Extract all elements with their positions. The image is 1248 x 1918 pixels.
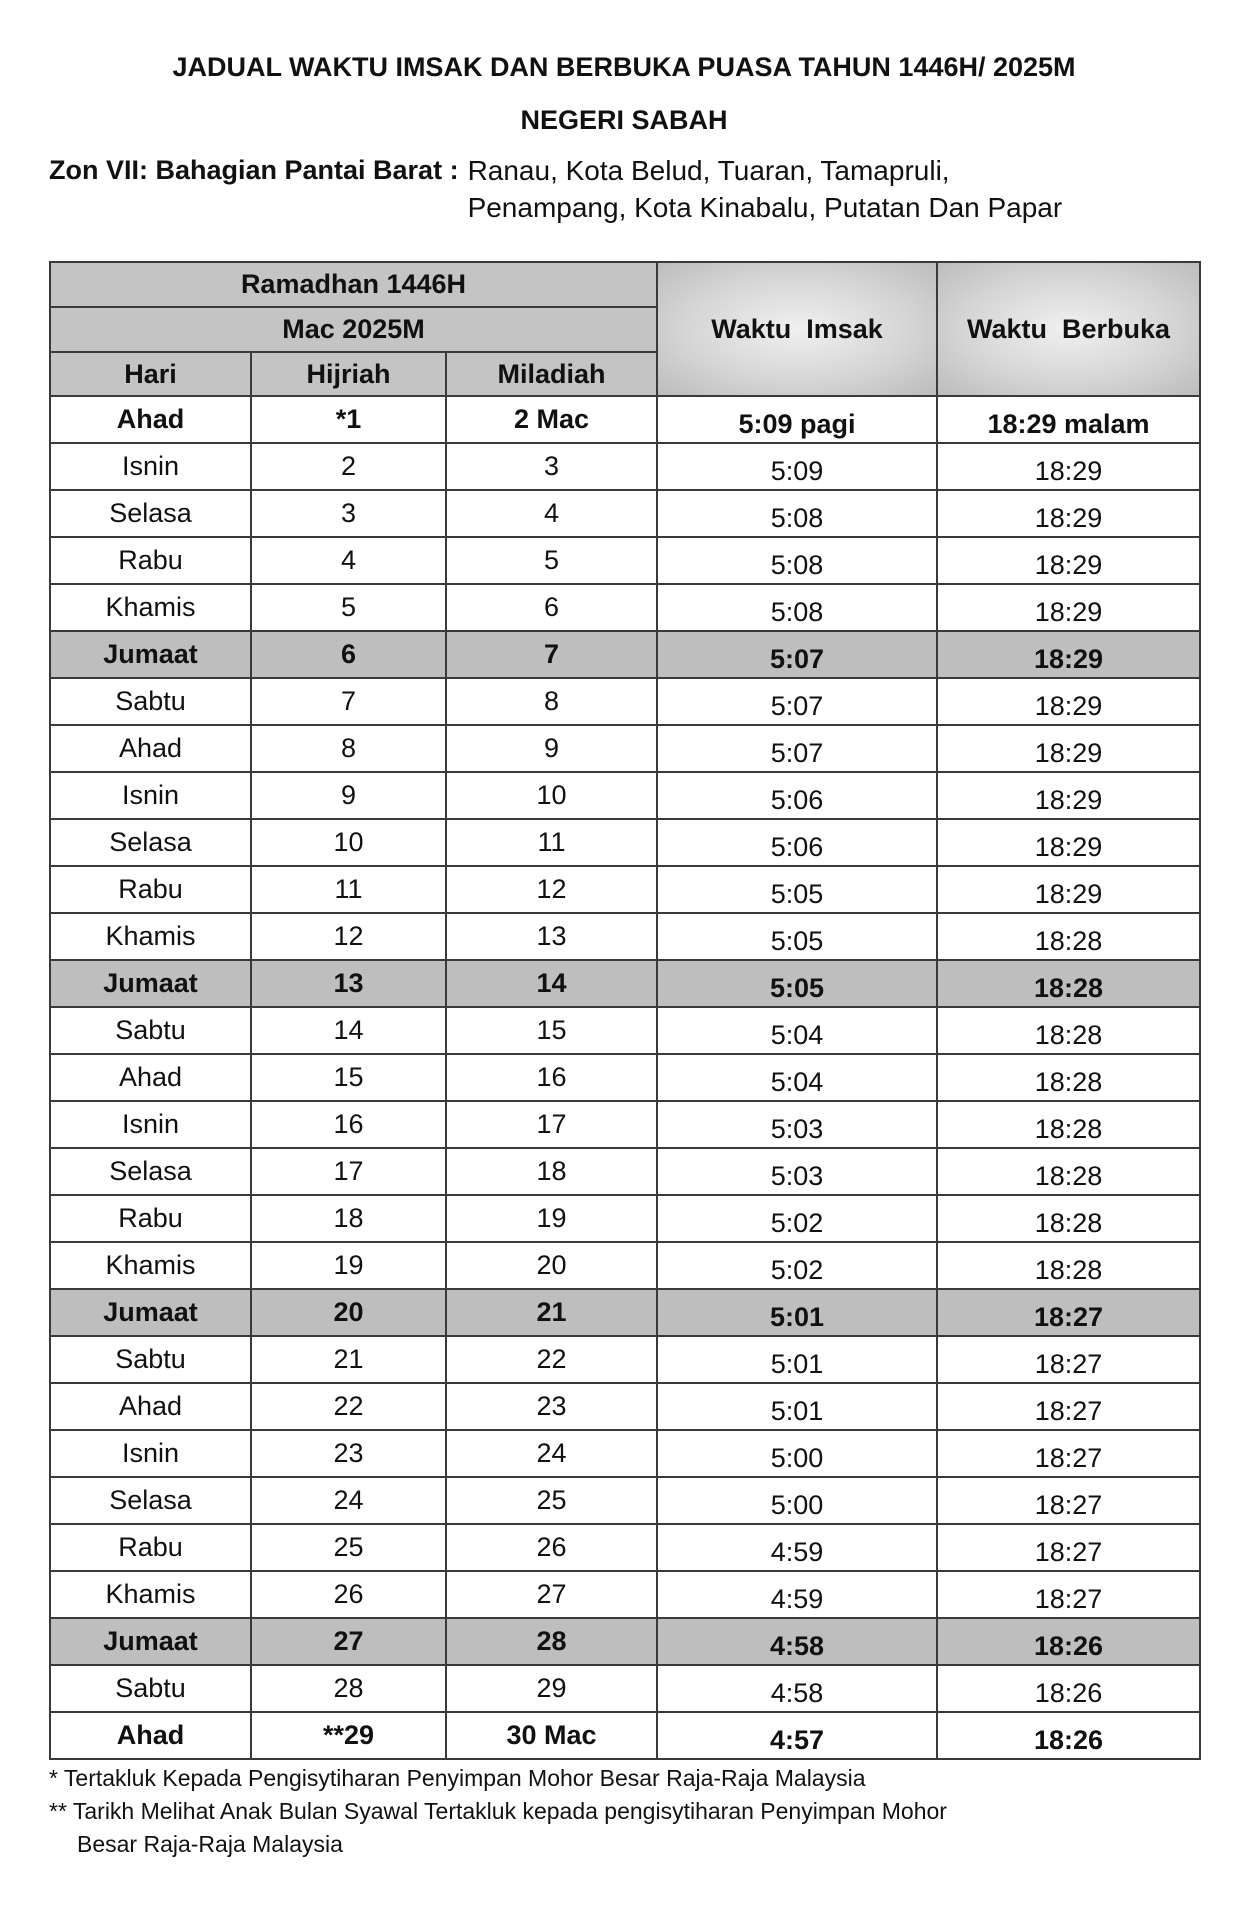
cell-berbuka: 18:28 (937, 913, 1200, 960)
cell-miladiah: 20 (446, 1242, 657, 1289)
cell-miladiah: 13 (446, 913, 657, 960)
cell-hari: Ahad (50, 1383, 251, 1430)
cell-hijriah: 24 (251, 1477, 446, 1524)
cell-hijriah: 15 (251, 1054, 446, 1101)
cell-hari: Selasa (50, 819, 251, 866)
table-row (50, 678, 1200, 725)
table-row (50, 631, 1200, 678)
cell-hari: Jumaat (50, 1618, 251, 1665)
cell-hijriah: 3 (251, 490, 446, 537)
zone-label: Zon VII: Bahagian Pantai Barat : (49, 155, 459, 185)
cell-berbuka: 18:29 (937, 584, 1200, 631)
cell-hijriah: 22 (251, 1383, 446, 1430)
table-row (50, 1430, 1200, 1477)
cell-imsak: 5:07 (657, 725, 937, 772)
table-row (50, 1289, 1200, 1336)
zone-info (49, 152, 1062, 226)
cell-hijriah: 7 (251, 678, 446, 725)
cell-hijriah: 21 (251, 1336, 446, 1383)
cell-berbuka: 18:27 (937, 1477, 1200, 1524)
cell-imsak: 4:59 (657, 1524, 937, 1571)
page-title: JADUAL WAKTU IMSAK DAN BERBUKA PUASA TAHUN 1446H/ 2025M (172, 52, 1076, 82)
cell-miladiah: 3 (446, 443, 657, 490)
cell-hari: Khamis (50, 1571, 251, 1618)
cell-miladiah: 22 (446, 1336, 657, 1383)
cell-imsak: 5:08 (657, 537, 937, 584)
footnote-2-continued: Besar Raja-Raja Malaysia (77, 1831, 343, 1857)
cell-imsak: 5:05 (657, 913, 937, 960)
cell-berbuka: 18:29 (937, 866, 1200, 913)
table-row (50, 584, 1200, 631)
cell-hijriah: **29 (251, 1712, 446, 1759)
cell-hijriah: 10 (251, 819, 446, 866)
cell-hijriah: 4 (251, 537, 446, 584)
cell-imsak: 5:01 (657, 1336, 937, 1383)
cell-imsak: 5:02 (657, 1242, 937, 1289)
cell-imsak: 5:08 (657, 490, 937, 537)
cell-hari: Rabu (50, 537, 251, 584)
cell-imsak: 4:57 (657, 1712, 937, 1759)
cell-imsak: 5:07 (657, 678, 937, 725)
cell-miladiah: 30 Mac (446, 1712, 657, 1759)
cell-miladiah: 18 (446, 1148, 657, 1195)
table-row (50, 443, 1200, 490)
cell-hari: Rabu (50, 866, 251, 913)
table-row (50, 1383, 1200, 1430)
cell-imsak: 5:08 (657, 584, 937, 631)
footnote-2: ** Tarikh Melihat Anak Bulan Syawal Tertakluk kepada pengisytiharan Penyimpan Mohor (49, 1798, 947, 1824)
header-imsak: Waktu Imsak (657, 262, 937, 396)
cell-berbuka: 18:26 (937, 1712, 1200, 1759)
footnote-1: * Tertakluk Kepada Pengisytiharan Penyimpan Mohor Besar Raja-Raja Malaysia (49, 1765, 866, 1791)
cell-hari: Isnin (50, 1430, 251, 1477)
cell-imsak: 5:04 (657, 1007, 937, 1054)
cell-miladiah: 29 (446, 1665, 657, 1712)
cell-hari: Khamis (50, 913, 251, 960)
table-row (50, 1524, 1200, 1571)
cell-hari: Ahad (50, 1054, 251, 1101)
cell-miladiah: 2 Mac (446, 396, 657, 443)
table-row (50, 1571, 1200, 1618)
cell-berbuka: 18:27 (937, 1336, 1200, 1383)
cell-berbuka: 18:29 (937, 490, 1200, 537)
cell-imsak: 5:00 (657, 1477, 937, 1524)
cell-berbuka: 18:29 (937, 631, 1200, 678)
cell-hari: Isnin (50, 772, 251, 819)
cell-hari: Khamis (50, 584, 251, 631)
cell-hijriah: 20 (251, 1289, 446, 1336)
cell-hijriah: 5 (251, 584, 446, 631)
table-row (50, 1054, 1200, 1101)
cell-imsak: 5:05 (657, 960, 937, 1007)
cell-berbuka: 18:28 (937, 1054, 1200, 1101)
cell-hijriah: 27 (251, 1618, 446, 1665)
cell-hijriah: *1 (251, 396, 446, 443)
cell-hijriah: 2 (251, 443, 446, 490)
cell-imsak: 4:59 (657, 1571, 937, 1618)
cell-imsak: 5:06 (657, 772, 937, 819)
cell-hijriah: 8 (251, 725, 446, 772)
cell-hari: Sabtu (50, 678, 251, 725)
timetable (49, 261, 1201, 1760)
cell-miladiah: 19 (446, 1195, 657, 1242)
cell-hari: Isnin (50, 443, 251, 490)
cell-miladiah: 11 (446, 819, 657, 866)
cell-miladiah: 17 (446, 1101, 657, 1148)
cell-berbuka: 18:29 malam (937, 396, 1200, 443)
cell-hari: Sabtu (50, 1665, 251, 1712)
cell-miladiah: 8 (446, 678, 657, 725)
cell-hari: Jumaat (50, 631, 251, 678)
timetable-section (49, 261, 1199, 1861)
cell-miladiah: 26 (446, 1524, 657, 1571)
cell-hari: Ahad (50, 1712, 251, 1759)
cell-berbuka: 18:29 (937, 725, 1200, 772)
cell-imsak: 5:01 (657, 1383, 937, 1430)
cell-berbuka: 18:29 (937, 537, 1200, 584)
cell-imsak: 5:04 (657, 1054, 937, 1101)
table-row (50, 490, 1200, 537)
cell-hijriah: 16 (251, 1101, 446, 1148)
cell-miladiah: 4 (446, 490, 657, 537)
cell-berbuka: 18:29 (937, 772, 1200, 819)
cell-berbuka: 18:26 (937, 1665, 1200, 1712)
cell-hijriah: 9 (251, 772, 446, 819)
cell-miladiah: 5 (446, 537, 657, 584)
table-row (50, 1712, 1200, 1759)
table-row (50, 1148, 1200, 1195)
cell-miladiah: 23 (446, 1383, 657, 1430)
cell-imsak: 5:02 (657, 1195, 937, 1242)
cell-imsak: 5:05 (657, 866, 937, 913)
header-month-gregorian: Mac 2025M (50, 307, 657, 352)
page-subtitle-state: NEGERI SABAH (520, 105, 728, 135)
table-row (50, 1007, 1200, 1054)
cell-imsak: 5:06 (657, 819, 937, 866)
table-row (50, 960, 1200, 1007)
cell-imsak: 5:07 (657, 631, 937, 678)
cell-imsak: 4:58 (657, 1618, 937, 1665)
cell-hari: Sabtu (50, 1336, 251, 1383)
cell-miladiah: 27 (446, 1571, 657, 1618)
table-row (50, 1242, 1200, 1289)
zone-areas-line-2: Penampang, Kota Kinabalu, Putatan Dan Papar (467, 192, 1063, 223)
cell-hijriah: 23 (251, 1430, 446, 1477)
header-miladiah: Miladiah (446, 352, 657, 396)
table-row (50, 819, 1200, 866)
table-row (50, 1618, 1200, 1665)
header-hijriah: Hijriah (251, 352, 446, 396)
cell-berbuka: 18:28 (937, 1101, 1200, 1148)
cell-hijriah: 28 (251, 1665, 446, 1712)
cell-hijriah: 14 (251, 1007, 446, 1054)
cell-miladiah: 28 (446, 1618, 657, 1665)
cell-miladiah: 21 (446, 1289, 657, 1336)
cell-hari: Selasa (50, 1148, 251, 1195)
table-row (50, 866, 1200, 913)
cell-hari: Rabu (50, 1195, 251, 1242)
table-row (50, 725, 1200, 772)
cell-berbuka: 18:29 (937, 819, 1200, 866)
cell-hari: Selasa (50, 490, 251, 537)
cell-miladiah: 6 (446, 584, 657, 631)
cell-hijriah: 11 (251, 866, 446, 913)
cell-berbuka: 18:27 (937, 1289, 1200, 1336)
cell-miladiah: 16 (446, 1054, 657, 1101)
cell-berbuka: 18:28 (937, 1242, 1200, 1289)
cell-imsak: 5:03 (657, 1148, 937, 1195)
table-row (50, 1665, 1200, 1712)
cell-imsak: 5:01 (657, 1289, 937, 1336)
table-body (50, 396, 1200, 1759)
cell-hari: Jumaat (50, 960, 251, 1007)
table-row (50, 1101, 1200, 1148)
cell-miladiah: 24 (446, 1430, 657, 1477)
cell-hari: Ahad (50, 725, 251, 772)
table-row (50, 396, 1200, 443)
zone-areas (468, 152, 1063, 226)
cell-berbuka: 18:27 (937, 1524, 1200, 1571)
cell-imsak: 5:09 (657, 443, 937, 490)
header-hari: Hari (50, 352, 251, 396)
cell-imsak: 4:58 (657, 1665, 937, 1712)
footnotes (49, 1762, 1199, 1861)
table-row (50, 1477, 1200, 1524)
cell-hari: Sabtu (50, 1007, 251, 1054)
cell-berbuka: 18:27 (937, 1430, 1200, 1477)
cell-berbuka: 18:29 (937, 443, 1200, 490)
cell-miladiah: 9 (446, 725, 657, 772)
cell-miladiah: 12 (446, 866, 657, 913)
cell-berbuka: 18:27 (937, 1571, 1200, 1618)
cell-berbuka: 18:29 (937, 678, 1200, 725)
header-month-hijri: Ramadhan 1446H (50, 262, 657, 307)
cell-miladiah: 15 (446, 1007, 657, 1054)
cell-imsak: 5:09 pagi (657, 396, 937, 443)
table-row (50, 772, 1200, 819)
table-row (50, 537, 1200, 584)
zone-areas-line-1: Ranau, Kota Belud, Tuaran, Tamapruli, (467, 155, 950, 186)
cell-hijriah: 13 (251, 960, 446, 1007)
cell-hijriah: 6 (251, 631, 446, 678)
header-berbuka: Waktu Berbuka (937, 262, 1200, 396)
cell-berbuka: 18:28 (937, 1195, 1200, 1242)
cell-miladiah: 7 (446, 631, 657, 678)
cell-berbuka: 18:27 (937, 1383, 1200, 1430)
table-row (50, 1195, 1200, 1242)
cell-miladiah: 25 (446, 1477, 657, 1524)
cell-hari: Rabu (50, 1524, 251, 1571)
cell-hijriah: 17 (251, 1148, 446, 1195)
cell-imsak: 5:00 (657, 1430, 937, 1477)
cell-hari: Ahad (50, 396, 251, 443)
cell-berbuka: 18:28 (937, 1148, 1200, 1195)
cell-hari: Selasa (50, 1477, 251, 1524)
cell-miladiah: 14 (446, 960, 657, 1007)
table-header (50, 262, 1200, 396)
cell-miladiah: 10 (446, 772, 657, 819)
table-row (50, 1336, 1200, 1383)
cell-imsak: 5:03 (657, 1101, 937, 1148)
cell-hijriah: 18 (251, 1195, 446, 1242)
cell-berbuka: 18:26 (937, 1618, 1200, 1665)
cell-hari: Isnin (50, 1101, 251, 1148)
cell-berbuka: 18:28 (937, 960, 1200, 1007)
table-row (50, 913, 1200, 960)
cell-berbuka: 18:28 (937, 1007, 1200, 1054)
cell-hari: Khamis (50, 1242, 251, 1289)
cell-hijriah: 12 (251, 913, 446, 960)
cell-hijriah: 19 (251, 1242, 446, 1289)
cell-hijriah: 25 (251, 1524, 446, 1571)
cell-hari: Jumaat (50, 1289, 251, 1336)
cell-hijriah: 26 (251, 1571, 446, 1618)
